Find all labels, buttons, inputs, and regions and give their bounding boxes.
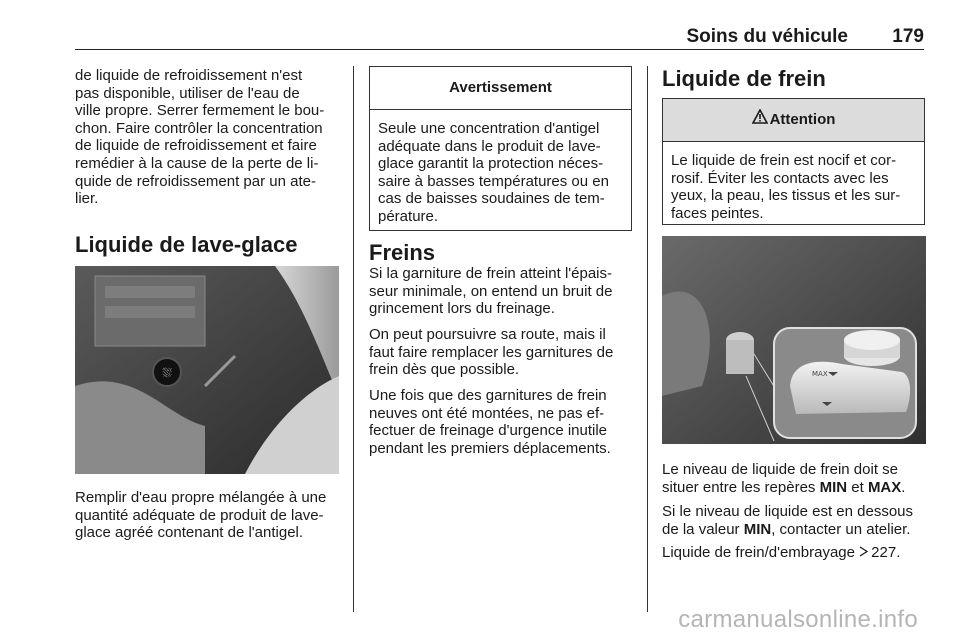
brakes-line: Si la garniture de frein atteint l'épais- (369, 265, 612, 282)
page-number: 179 (892, 26, 924, 47)
brakes-line: neuves ont été montées, ne pas ef- (369, 404, 605, 422)
brake-fluid-photo (662, 236, 926, 444)
attention-line: faces peintes. (671, 204, 764, 222)
washer-fluid-photo (75, 266, 339, 474)
page-reference-arrow-icon[interactable] (859, 544, 868, 562)
warning-box-title: Avertissement (370, 67, 631, 110)
level-line-1: Le niveau de liquide de frein doit se (662, 461, 899, 478)
brakes-line: Une fois que des garnitures de frein (369, 387, 607, 404)
brakes-line: On peut poursuivre sa route, mais il (369, 326, 606, 343)
attention-line: Le liquide de frein est nocif et cor- (671, 152, 897, 169)
brakes-paragraph-3 (369, 387, 639, 457)
warning-line: glace garantit la protection néces- (378, 155, 604, 173)
min-mark: MIN (819, 478, 848, 496)
intro-line: de liquide de refroidissement n'est (75, 67, 303, 84)
period: . (901, 478, 906, 496)
engine-bay-illustration (75, 266, 339, 474)
brakes-line: pendant les premiers déplacements. (369, 439, 611, 457)
level-line-2 (662, 479, 932, 497)
below-line-1: Si le niveau de liquide est en dessous (662, 503, 914, 520)
attention-box-title (663, 99, 924, 142)
below-text-end: , contacter un atelier. (771, 520, 911, 538)
warning-box (369, 66, 632, 231)
attention-box (662, 98, 925, 225)
section-title: Soins du véhicule (686, 26, 848, 47)
and-text: et (847, 478, 868, 496)
attention-title: Attention (769, 111, 836, 128)
below-min-paragraph (662, 503, 932, 538)
brakes-heading: Freins (369, 240, 436, 265)
below-line-2 (662, 521, 932, 539)
watermark: carmanualsonline.info (678, 606, 918, 633)
warning-line: adéquate dans le produit de lave- (378, 137, 601, 155)
intro-line: ville propre. Serrer fermement le bou- (75, 102, 325, 120)
warning-box-body (370, 110, 631, 226)
attention-box-body (663, 142, 924, 222)
warning-line: Seule une concentration d'antigel (378, 120, 600, 137)
caption-line: Remplir d'eau propre mélangée à une (75, 489, 327, 506)
brake-level-paragraph (662, 461, 932, 496)
max-mark: MAX (867, 478, 902, 496)
brakes-line: grincement lors du freinage. (369, 300, 555, 318)
intro-line: quide de refroidissement par un ate- (75, 172, 316, 190)
column-divider-2 (647, 66, 648, 612)
brakes-paragraph-1 (369, 265, 639, 318)
brake-reservoir-illustration (662, 236, 926, 444)
intro-line: chon. Faire contrôler la concentration (75, 119, 323, 137)
brakes-line: frein dès que possible. (369, 361, 520, 379)
max-mark-label: MAX (812, 370, 828, 378)
caption-line: quantité adéquate de produit de lave- (75, 506, 324, 524)
column-divider-1 (353, 66, 354, 612)
brakes-line: seur minimale, on entend un bruit de (369, 282, 613, 300)
attention-line: yeux, la peau, les tissus et les sur- (671, 187, 901, 205)
reference-text[interactable]: Liquide de frein/d'embrayage (662, 544, 860, 561)
header-divider (75, 49, 924, 50)
reference-line (662, 544, 932, 562)
brake-fluid-heading: Liquide de frein (662, 66, 826, 91)
warning-line: pérature. (378, 207, 439, 225)
level-text: situer entre les repères (662, 478, 820, 496)
intro-line: de liquide de refroidissement et faire (75, 137, 317, 155)
brakes-line: fectuer de freinage d'urgence inutile (369, 422, 608, 440)
column-1-intro (75, 67, 345, 208)
washer-fluid-caption (75, 489, 345, 542)
below-min-mark: MIN (743, 520, 772, 538)
attention-line: rosif. Éviter les contacts avec les (671, 169, 889, 187)
intro-line: remédier à la cause de la perte de li- (75, 154, 319, 172)
intro-line: lier. (75, 190, 99, 208)
intro-line: pas disponible, utiliser de l'eau de (75, 84, 300, 102)
brakes-line: faut faire remplacer les garnitures de (369, 343, 614, 361)
below-text: de la valeur (662, 520, 744, 538)
caption-line: glace agréé contenant de l'antigel. (75, 524, 304, 542)
washer-fluid-heading: Liquide de lave-glace (75, 232, 298, 257)
svg-text:⛆: ⛆ (162, 366, 172, 380)
warning-triangle-icon (752, 99, 768, 141)
warning-line: cas de baisses soudaines de tem- (378, 190, 605, 208)
brakes-paragraph-2 (369, 326, 639, 379)
cross-reference (662, 544, 932, 562)
warning-line: saire à basses températures ou en (378, 172, 609, 190)
reference-page[interactable]: 227. (871, 544, 901, 561)
